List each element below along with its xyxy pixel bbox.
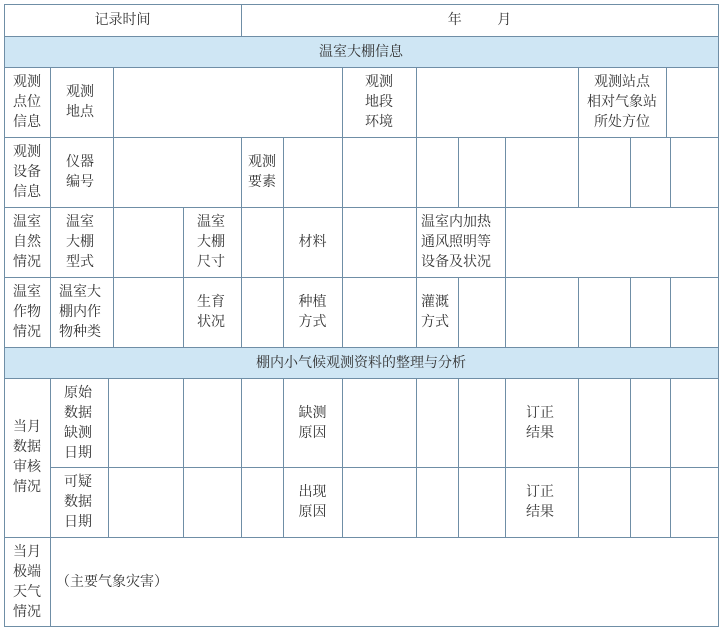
greenhouse-type-label: 温室 大棚 型式: [66, 214, 94, 270]
rule-r3-f: [342, 207, 343, 277]
rule-r4-h: [458, 277, 459, 347]
greenhouse-size-label: 温室 大棚 尺寸: [197, 214, 225, 270]
rule-r4-a: [50, 277, 51, 347]
rule-audit-split: [50, 467, 719, 468]
rule-r5-k: [630, 378, 631, 537]
rule-r4-i: [505, 277, 506, 347]
occurrence-reason-label: 出现 原因: [298, 484, 327, 520]
growth-status-label: 生育 状况: [197, 294, 225, 330]
crop-type-label: 温室大 棚内作 物种类: [59, 284, 101, 340]
rule-r2-j: [630, 137, 631, 207]
rule-r1-f: [666, 67, 667, 137]
rule-section1-bottom: [4, 67, 719, 68]
rule-r2-k: [670, 137, 671, 207]
indoor-equipment-label: 温室内加热 通风照明等 设备及状况: [421, 214, 491, 270]
instrument-number-label: 仪器 编号: [66, 154, 94, 190]
rule-r4-j: [578, 277, 579, 347]
rule-r3-a: [50, 207, 51, 277]
rule-r3-c: [183, 207, 184, 277]
section-title-microclimate-analysis: 棚内小气候观测资料的整理与分析: [256, 355, 466, 371]
rule-r2-e: [342, 137, 343, 207]
rule-r5-f: [342, 378, 343, 537]
rule-r7-a: [50, 537, 51, 626]
rule-r5-b: [108, 378, 109, 537]
irrigation-method-label: 灌溉 方式: [421, 294, 449, 330]
rule-r4-b: [113, 277, 114, 347]
row-label-equipment: 观测 设备 信息: [13, 144, 41, 200]
rule-r2-f: [416, 137, 417, 207]
rule-r3-d: [241, 207, 242, 277]
rule-r5-i: [505, 378, 506, 537]
row-label-greenhouse-nature: 温室 自然 情况: [13, 214, 41, 270]
rule-r5-g: [416, 378, 417, 537]
correction-result-label-2: 订正 结果: [526, 484, 554, 520]
rule-row3-bottom: [4, 277, 719, 278]
rule-r2-b: [113, 137, 114, 207]
station-direction-label: 观测站点 相对气象站 所处方位: [587, 74, 657, 130]
rule-r3-g: [416, 207, 417, 277]
rule-audit-bottom: [4, 537, 719, 538]
planting-method-label: 种植 方式: [298, 294, 327, 330]
material-label: 材料: [298, 234, 327, 250]
section-title-greenhouse-info: 温室大棚信息: [319, 44, 403, 60]
observation-element-label: 观测 要素: [248, 154, 276, 190]
correction-result-label-1: 订正 结果: [526, 405, 554, 441]
suspect-data-date-label: 可疑 数据 日期: [64, 474, 92, 530]
rule-r4-f: [342, 277, 343, 347]
row-label-observation-point: 观测 点位 信息: [13, 74, 41, 130]
rule-r4-k: [630, 277, 631, 347]
rule-row1-bottom: [4, 137, 719, 138]
rule-r3-b: [113, 207, 114, 277]
rule-r2-d: [283, 137, 284, 207]
rule-bottom: [4, 626, 719, 627]
row-label-extreme-weather: 当月 极端 天气 情况: [13, 544, 41, 620]
rule-r4-g: [416, 277, 417, 347]
rule-section2-bottom: [4, 378, 719, 379]
observation-section-env-label: 观测 地段 环境: [365, 74, 393, 130]
rule-r5-a: [50, 378, 51, 537]
missing-data-date-label: 原始 数据 缺测 日期: [64, 385, 92, 461]
rule-r2-g: [458, 137, 459, 207]
rule-r2-h: [505, 137, 506, 207]
rule-r2-a: [50, 137, 51, 207]
record-time-label: 记录时间: [94, 12, 151, 28]
observation-site-label: 观测 地点: [66, 84, 94, 120]
rule-r2-i: [578, 137, 579, 207]
rule-r1-b: [113, 67, 114, 137]
rule-r1-a: [50, 67, 51, 137]
rule-r1-d: [416, 67, 417, 137]
rule-r5-l: [670, 378, 671, 537]
rule-r5-d: [241, 378, 242, 537]
rule-r5-j: [578, 378, 579, 537]
rule-r4-d: [241, 277, 242, 347]
row-label-greenhouse-crop: 温室 作物 情况: [13, 284, 41, 340]
row-label-data-audit: 当月 数据 审核 情况: [13, 419, 41, 495]
major-disaster-note: （主要气象灾害）: [56, 574, 168, 590]
rule-r5-h: [458, 378, 459, 537]
rule-header-bottom: [4, 36, 719, 37]
rule-right: [718, 4, 719, 627]
rule-r4-c: [183, 277, 184, 347]
rule-r5-c: [183, 378, 184, 537]
rule-row4-bottom: [4, 347, 719, 348]
rule-r3-h: [505, 207, 506, 277]
rule-row2-bottom: [4, 207, 719, 208]
missing-reason-label: 缺测 原因: [298, 405, 327, 441]
year-month-label: 年 月: [447, 12, 512, 28]
rule-top: [4, 4, 719, 5]
rule-r4-l: [670, 277, 671, 347]
